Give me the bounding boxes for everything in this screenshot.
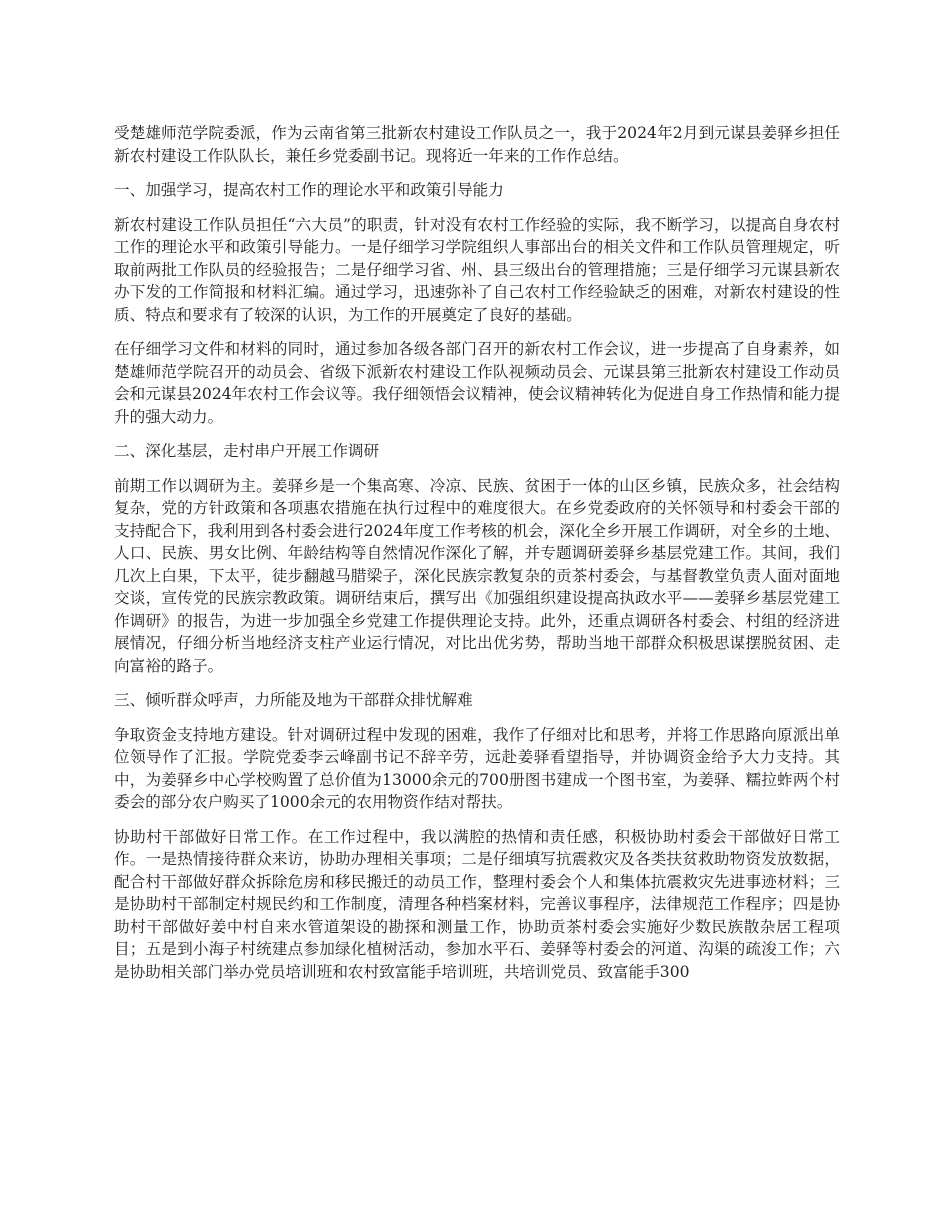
section-heading-3: 三、倾听群众呼声，力所能及地为干部群众排忧解难 xyxy=(114,691,473,709)
section-1-paragraph-2: 在仔细学习文件和材料的同时，通过参加各级各部门召开的新农村工作会议，进一步提高了自身素养，如楚雄师范学院召开的动员会、省级下派新农村建设工作队视频动员会、元谋县第三批新农村建设工作动员会和元谋县2024年农村工作会议等。我仔细领悟会议精神，使会议精神转化为促进自身工作热情和能力提升的强大动力。 xyxy=(114,340,840,426)
document-body xyxy=(114,122,840,995)
section-heading-1: 一、加强学习，提高农村工作的理论水平和政策引导能力 xyxy=(114,181,504,199)
section-heading-2: 二、深化基层，走村串户开展工作调研 xyxy=(114,442,380,460)
section-1-paragraph-1: 新农村建设工作队员担任“六大员”的职责，针对没有农村工作经验的实际，我不断学习，以提高自身农村工作的理论水平和政策引导能力。一是仔细学习学院组织人事部出台的相关文件和工作队员管理规定，听取前两批工作队员的经验报告；二是仔细学习省、州、县三级出台的管理措施；三是仔细学习元谋县新农办下发的工作简报和材料汇编。通过学习，迅速弥补了自己农村工作经验缺乏的困难，对新农村建设的性质、特点和要求有了较深的认识，为工作的开展奠定了良好的基础。 xyxy=(114,215,840,324)
section-3-paragraph-2: 协助村干部做好日常工作。在工作过程中，我以满腔的热情和责任感，积极协助村委会干部做好日常工作。一是热情接待群众来访，协助办理相关事项；二是仔细填写抗震救灾及各类扶贫救助物资发放数据，配合村干部做好群众拆除危房和移民搬迁的动员工作，整理村委会个人和集体抗震救灾先进事迹材料；三是协助村干部制定村规民约和工作制度，清理各种档案材料，完善议事程序，法律规范工作程序；四是协助村干部做好姜中村自来水管道架设的勘探和测量工作，协助贡茶村委会实施好少数民族散杂居工程项目；五是到小海子村统建点参加绿化植树活动，参加水平石、姜驿等村委会的河道、沟渠的疏浚工作；六是协助相关部门举办党员培训班和农村致富能手培训班，共培训党员、致富能手300 xyxy=(114,827,840,981)
section-3-paragraph-1: 争取资金支持地方建设。针对调研过程中发现的困难，我作了仔细对比和思考，并将工作思路向原派出单位领导作了汇报。学院党委李云峰副书记不辞辛劳，远赴姜驿看望指导，并协调资金给予大力支持。其中，为姜驿乡中心学校购置了总价值为13000余元的700册图书建成一个图书室，为姜驿、糯拉蚱两个村委会的部分农户购买了1000余元的农用物资作结对帮扶。 xyxy=(114,725,840,811)
intro-paragraph: 受楚雄师范学院委派，作为云南省第三批新农村建设工作队员之一，我于2024年2月到元谋县姜驿乡担任新农村建设工作队队长，兼任乡党委副书记。现将近一年来的工作作总结。 xyxy=(114,124,840,165)
section-2-paragraph-1: 前期工作以调研为主。姜驿乡是一个集高寒、冷凉、民族、贫困于一体的山区乡镇，民族众多，社会结构复杂，党的方针政策和各项惠农措施在执行过程中的难度很大。在乡党委政府的关怀领导和村委会干部的支持配合下，我利用到各村委会进行2024年度工作考核的机会，深化全乡开展工作调研，对全乡的土地、人口、民族、男女比例、年龄结构等自然情况作深化了解，并专题调研姜驿乡基层党建工作。其间，我们几次上白果，下太平，徒步翻越马腊梁子，深化民族宗教复杂的贡茶村委会，与基督教堂负责人面对面地交谈，宣传党的民族宗教政策。调研结束后，撰写出《加强组织建设提高执政水平——姜驿乡基层党建工作调研》的报告，为进一步加强全乡党建工作提供理论支持。此外，还重点调研各村委会、村组的经济进展情况，仔细分析当地经济支柱产业运行情况，对比出优劣势，帮助当地干部群众积极思谋摆脱贫困、走向富裕的路子。 xyxy=(114,476,840,675)
